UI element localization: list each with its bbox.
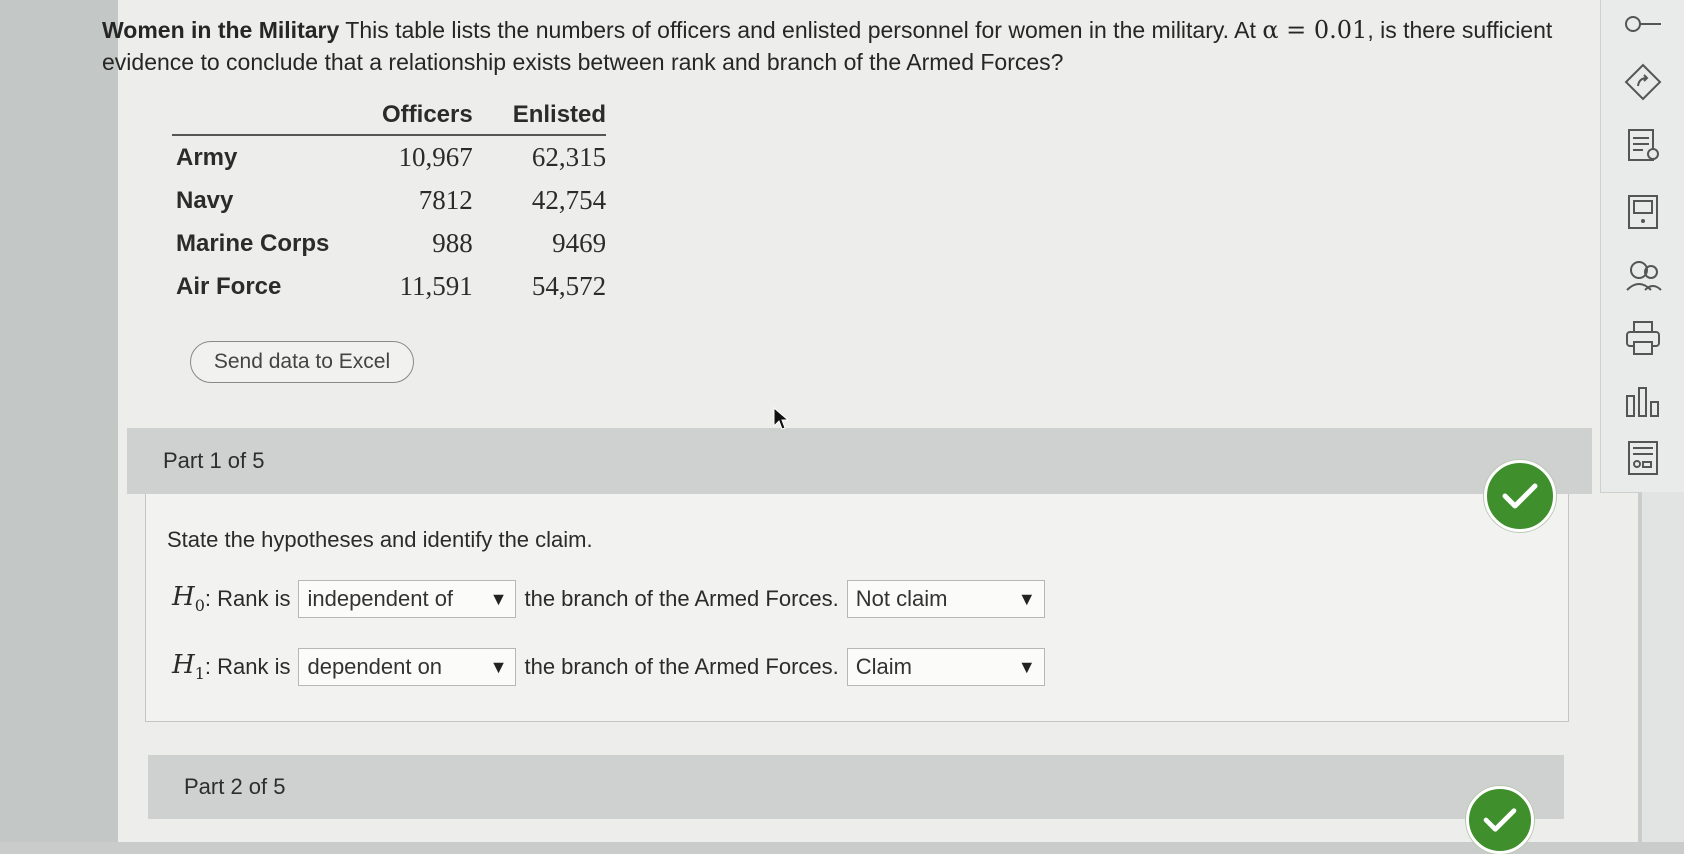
share-icon[interactable] [1623,62,1663,102]
row-label: Air Force [176,272,282,300]
calculator-icon[interactable] [1623,192,1663,232]
enlisted-cell: 9469 [552,228,607,258]
table-row [172,179,606,222]
send-to-excel-button[interactable]: Send data to Excel [190,341,414,383]
officers-cell: 7812 [418,185,473,215]
h0-claim-value: Not claim [855,586,948,611]
question-body-start: This table lists the numbers of officers and enlisted personnel for women in the military. At [345,17,1263,43]
h0-symbol: $H_0$ [172,582,205,616]
col-header-officers: Officers [342,100,473,135]
question-text [102,14,1602,78]
h0-claim-select[interactable] [847,580,1045,618]
officers-cell: 11,591 [399,271,473,301]
part-1-prompt: State the hypotheses and identify the claim. [167,527,593,552]
part-1-title: Part 1 of 5 [163,448,265,473]
null-hypothesis-row [172,580,1053,618]
table-row [172,265,606,308]
h1-middle-text: the branch of the Armed Forces. [524,654,839,679]
part-2-header[interactable] [148,755,1564,819]
row-label: Navy [176,186,234,214]
notes-icon[interactable] [1623,126,1663,166]
part-2-complete-check-icon [1466,786,1534,854]
h1-symbol: $H_1$ [172,650,205,684]
h1-claim-value: Claim [855,654,912,679]
table-header-row [172,100,606,135]
enlisted-cell: 62,315 [531,142,607,172]
mouse-cursor-icon [772,406,790,432]
table-row [172,222,606,265]
military-data-table [172,100,606,308]
h0-middle-text: the branch of the Armed Forces. [524,586,839,611]
scrollbar-track[interactable] [1642,492,1684,842]
key-icon[interactable] [1623,4,1663,44]
help-icon[interactable] [1623,256,1663,296]
h1-relationship-value: dependent on [307,654,443,679]
dropdown-arrow-icon: ▼ [1017,656,1036,677]
row-label: Army [176,143,238,171]
formula-sheet-icon[interactable] [1623,438,1663,478]
dropdown-arrow-icon: ▼ [489,588,508,609]
col-header-enlisted: Enlisted [473,100,606,135]
row-label: Marine Corps [176,229,330,257]
alternative-hypothesis-row [172,648,1053,686]
side-toolbar [1600,0,1684,493]
table-corner [172,100,342,135]
h0-lead-text: : Rank is [204,586,291,611]
question-title: Women in the Military [102,17,340,43]
print-icon[interactable] [1623,318,1663,358]
h0-relationship-value: independent of [307,586,454,611]
desk-background [0,0,118,842]
part-2-title: Part 2 of 5 [184,774,286,799]
chart-icon[interactable] [1623,382,1663,422]
part-1-header[interactable] [127,428,1592,494]
officers-cell: 10,967 [398,142,473,172]
h1-claim-select[interactable] [847,648,1045,686]
part-1-complete-check-icon [1484,460,1556,532]
question-body-end: , is there sufficient evidence to conclude that a relationship exists between rank and branch of the Armed Forces? [102,17,1553,75]
dropdown-arrow-icon: ▼ [489,656,508,677]
h1-lead-text: : Rank is [204,654,291,679]
officers-cell: 988 [432,228,473,258]
enlisted-cell: 42,754 [531,185,607,215]
table-row [172,135,606,179]
enlisted-cell: 54,572 [531,271,607,301]
dropdown-arrow-icon: ▼ [1017,588,1036,609]
h0-relationship-select[interactable] [298,580,516,618]
alpha-value: α = 0.01 [1262,16,1368,44]
h1-relationship-select[interactable] [298,648,516,686]
